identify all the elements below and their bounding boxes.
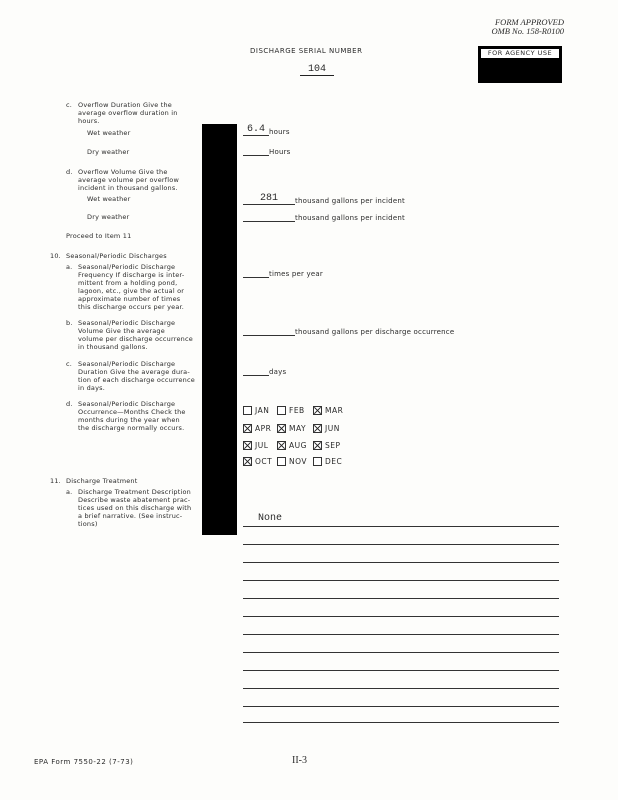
item-c-marker: c. bbox=[66, 101, 73, 109]
overflow-volume-dry-row bbox=[243, 212, 405, 222]
overflow-duration-wet-field[interactable]: 6.4 bbox=[243, 124, 269, 136]
volume-field[interactable] bbox=[243, 326, 295, 336]
item-10a-marker: a. bbox=[66, 263, 73, 271]
item-10c-line: tion of each discharge occurrence bbox=[78, 376, 195, 384]
month-checkbox-jul[interactable] bbox=[243, 441, 268, 450]
frequency-row bbox=[243, 268, 323, 278]
narrative-line[interactable] bbox=[243, 562, 559, 563]
narrative-line[interactable] bbox=[243, 722, 559, 723]
wet-weather-label: Wet weather bbox=[87, 195, 131, 203]
item-10d-line: Seasonal/Periodic Discharge bbox=[78, 400, 176, 408]
narrative-line[interactable] bbox=[243, 706, 559, 707]
overflow-volume-dry-field[interactable] bbox=[243, 212, 295, 222]
page-number: II-3 bbox=[292, 755, 307, 766]
item-11a-line: tions) bbox=[78, 520, 98, 528]
item-c-title bbox=[78, 101, 198, 125]
serial-number-value[interactable]: 104 bbox=[300, 64, 334, 76]
item-11a-marker: a. bbox=[66, 488, 73, 496]
frequency-unit: times per year bbox=[269, 269, 323, 278]
item-10-title: Seasonal/Periodic Discharges bbox=[66, 252, 167, 260]
item-c-title-line: Overflow Duration Give the bbox=[78, 101, 173, 109]
item-11a-line: tices used on this discharge with bbox=[78, 504, 192, 512]
month-label: OCT bbox=[255, 457, 273, 466]
hours-unit: hours bbox=[269, 127, 290, 136]
month-checkbox-jun[interactable] bbox=[313, 424, 340, 433]
narrative-line[interactable] bbox=[243, 634, 559, 635]
narrative-line[interactable] bbox=[243, 598, 559, 599]
item-d-title-line: Overflow Volume Give the bbox=[78, 168, 168, 176]
item-d-title-line: average volume per overflow bbox=[78, 176, 179, 184]
month-label: APR bbox=[255, 424, 272, 433]
narrative-line[interactable] bbox=[243, 652, 559, 653]
duration-field[interactable] bbox=[243, 366, 269, 376]
month-label: JUN bbox=[325, 424, 340, 433]
overflow-duration-wet-row bbox=[243, 124, 290, 136]
item-10a-line: this discharge occurs per year. bbox=[78, 303, 185, 311]
checkbox-icon[interactable] bbox=[243, 441, 252, 450]
overflow-volume-wet-field[interactable]: 281 bbox=[243, 193, 295, 205]
serial-number-label: DISCHARGE SERIAL NUMBER bbox=[250, 47, 363, 55]
item-d-title bbox=[78, 168, 198, 192]
checkbox-icon[interactable] bbox=[313, 406, 322, 415]
narrative-line[interactable] bbox=[243, 526, 559, 527]
item-10a-line: Seasonal/Periodic Discharge bbox=[78, 263, 176, 271]
item-c-title-line: average overflow duration in bbox=[78, 109, 178, 117]
month-label: AUG bbox=[289, 441, 307, 450]
narrative-line[interactable] bbox=[243, 670, 559, 671]
item-11-number: 11. bbox=[50, 477, 61, 485]
overflow-duration-dry-row bbox=[243, 146, 291, 156]
checkbox-icon[interactable] bbox=[243, 406, 252, 415]
month-checkbox-aug[interactable] bbox=[277, 441, 307, 450]
month-checkbox-nov[interactable] bbox=[277, 457, 307, 466]
narrative-line[interactable] bbox=[243, 616, 559, 617]
item-10d-text bbox=[78, 400, 200, 432]
agency-use-label: FOR AGENCY USE bbox=[480, 48, 560, 59]
omb-number: OMB No. 158-R0100 bbox=[491, 26, 564, 36]
item-11a-line: a brief narrative. (See instruc- bbox=[78, 512, 183, 520]
dry-weather-label: Dry weather bbox=[87, 148, 130, 156]
month-label: JAN bbox=[255, 406, 270, 415]
item-10c-line: Duration Give the average dura- bbox=[78, 368, 190, 376]
duration-row bbox=[243, 366, 286, 376]
checkbox-icon[interactable] bbox=[243, 424, 252, 433]
month-checkbox-sep[interactable] bbox=[313, 441, 341, 450]
narrative-line[interactable] bbox=[243, 580, 559, 581]
item-10b-line: Seasonal/Periodic Discharge bbox=[78, 319, 176, 327]
item-10a-line: mittent from a holding pond, bbox=[78, 279, 178, 287]
item-10b-marker: b. bbox=[66, 319, 73, 327]
checkbox-icon[interactable] bbox=[243, 457, 252, 466]
item-10b-line: in thousand gallons. bbox=[78, 343, 148, 351]
volume-occurrence-unit: thousand gallons per discharge occurrence bbox=[295, 327, 455, 336]
item-10a-line: approximate number of times bbox=[78, 295, 181, 303]
narrative-line[interactable] bbox=[243, 688, 559, 689]
checkbox-icon[interactable] bbox=[313, 457, 322, 466]
item-10d-marker: d. bbox=[66, 400, 73, 408]
item-10a-line: Frequency If discharge is inter- bbox=[78, 271, 185, 279]
month-label: NOV bbox=[289, 457, 308, 466]
month-label: DEC bbox=[325, 457, 343, 466]
month-label: JUL bbox=[255, 441, 269, 450]
agency-use-box bbox=[478, 46, 562, 83]
item-10-number: 10. bbox=[50, 252, 61, 260]
item-11a-text bbox=[78, 488, 202, 528]
item-11-title: Discharge Treatment bbox=[66, 477, 138, 485]
month-checkbox-may[interactable] bbox=[277, 424, 306, 433]
checkbox-icon[interactable] bbox=[277, 406, 286, 415]
proceed-note: Proceed to Item 11 bbox=[66, 232, 132, 240]
checkbox-icon[interactable] bbox=[277, 457, 286, 466]
item-10c-line: in days. bbox=[78, 384, 106, 392]
days-unit: days bbox=[269, 367, 287, 376]
volume-unit: thousand gallons per incident bbox=[295, 196, 405, 205]
item-d-marker: d. bbox=[66, 168, 73, 176]
checkbox-icon[interactable] bbox=[313, 424, 322, 433]
volume-unit: thousand gallons per incident bbox=[295, 213, 405, 222]
month-checkbox-mar[interactable] bbox=[313, 406, 343, 415]
item-10a-text bbox=[78, 263, 200, 311]
checkbox-icon[interactable] bbox=[313, 441, 322, 450]
item-10c-text bbox=[78, 360, 200, 392]
item-10b-text bbox=[78, 319, 200, 351]
treatment-description-answer[interactable]: None bbox=[258, 513, 283, 524]
month-checkbox-oct[interactable] bbox=[243, 457, 272, 466]
item-11a-line: Describe waste abatement prac- bbox=[78, 496, 191, 504]
item-10c-line: Seasonal/Periodic Discharge bbox=[78, 360, 176, 368]
item-10c-marker: c. bbox=[66, 360, 73, 368]
month-checkbox-jan[interactable] bbox=[243, 406, 269, 415]
month-label: MAY bbox=[289, 424, 307, 433]
form-approved-stamp bbox=[492, 18, 564, 36]
item-10d-line: months during the year when bbox=[78, 416, 180, 424]
overflow-volume-wet-row bbox=[243, 193, 405, 205]
month-checkbox-dec[interactable] bbox=[313, 457, 342, 466]
checkbox-icon[interactable] bbox=[277, 424, 286, 433]
month-checkbox-apr[interactable] bbox=[243, 424, 271, 433]
item-10b-line: Volume Give the average bbox=[78, 327, 165, 335]
month-checkbox-feb[interactable] bbox=[277, 406, 305, 415]
month-label: SEP bbox=[325, 441, 341, 450]
month-label: FEB bbox=[289, 406, 305, 415]
item-10d-line: Occurrence—Months Check the bbox=[78, 408, 186, 416]
frequency-field[interactable] bbox=[243, 268, 269, 278]
checkbox-icon[interactable] bbox=[277, 441, 286, 450]
item-c-title-line: hours. bbox=[78, 117, 100, 125]
redaction-bar bbox=[202, 124, 237, 535]
dry-weather-label: Dry weather bbox=[87, 213, 130, 221]
narrative-line[interactable] bbox=[243, 544, 559, 545]
hours-unit: Hours bbox=[269, 147, 291, 156]
item-10b-line: volume per discharge occurrence bbox=[78, 335, 193, 343]
item-10a-line: lagoon, etc., give the actual or bbox=[78, 287, 185, 295]
item-11a-line: Discharge Treatment Description bbox=[78, 488, 191, 496]
overflow-duration-dry-field[interactable] bbox=[243, 146, 269, 156]
month-label: MAR bbox=[325, 406, 344, 415]
form-number: EPA Form 7550-22 (7-73) bbox=[34, 758, 134, 766]
form-approved-line: FORM APPROVED bbox=[494, 17, 564, 27]
item-10d-line: the discharge normally occurs. bbox=[78, 424, 185, 432]
item-d-title-line: incident in thousand gallons. bbox=[78, 184, 178, 192]
wet-weather-label: Wet weather bbox=[87, 129, 131, 137]
volume-row bbox=[243, 326, 454, 336]
